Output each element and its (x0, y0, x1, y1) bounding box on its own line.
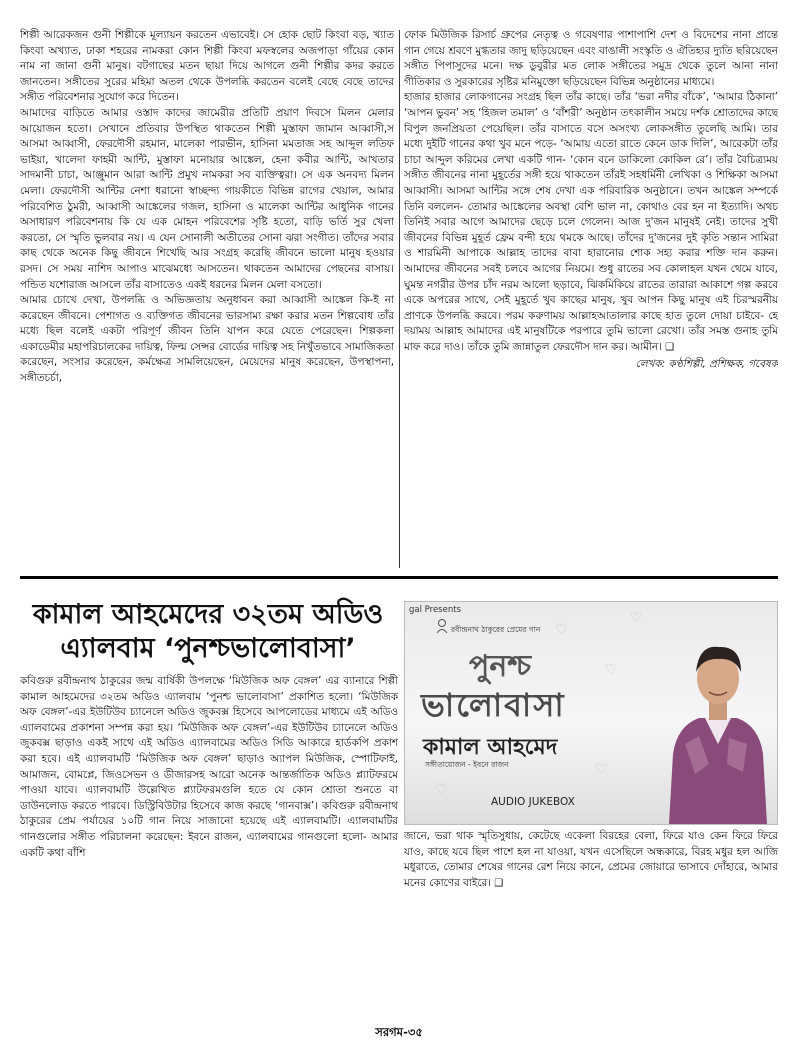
end-mark-icon: ❑ (494, 877, 504, 889)
headline-line-2: এ্যালবাম ‘পুনশ্চভালোবাসা’ (60, 633, 356, 664)
top-article-left-column (20, 28, 394, 558)
heart-icon: ♡ (435, 782, 448, 798)
heart-icon: ♡ (595, 762, 608, 778)
paragraph: আমার চোখে দেখা, উপলব্ধি ও অভিজ্ঞতায় অনুধাবন করা আব্বাসী আঙ্কেল কি-ই না করেছেন জীবনে। পেশাগত ও ব্যক্তিগত জীবনের ভারসাম্য রক্ষা করার মতন শিল্পবোধ তাঁর মধ্যে ছিল বলেই একটা পরিপূর্ণ জীবন তিনি যাপন করে যেতে পেরেছেন। শিল্পকলা একাডেমীর মহাপরিচালকের দায়িত্ব, ফিল্ম সেন্সর বোর্ডের দায়িত্ব সহ নিখুঁতভাবে সামাজিকতা করেছেন, সংসার করেছেন, কর্মক্ষেত্র সামলিয়েছেন, মেয়েদের মানুষ করেছেন, উপস্থাপনা, সঙ্গীতচর্চা, (20, 294, 394, 385)
paragraph-text: হাজার হাজার লোকগানের সংগ্রহ ছিল তাঁর কাছে। তাঁর ‘ভরা নদীর বাঁকে’, ‘আমার ঠিকানা’ ‘আপন ভুবন’ সহ ‘হিজল তমাল’ ও ‘বাঁশরী’ অনুষ্ঠান তৎকালীন সময়ে দর্শক শ্রোতাদের কাছে বিপুল জনপ্রিয়তা পেয়েছিল। তাঁর বাসাতে বসে অসংখ্য লোকসঙ্গীত তুলেছি আমি। তার মধ্যে দুইটি গানের কথা খুব মনে পড়ে- ‘আমায় এতো রাতে কেনে ডাক দিলি’, আরেকটা তাঁর চাচা আব্দুল করিমের লেখা একটি গান- ‘কোন বনে ডাকিলো কোকিল রে’। তাঁর বৈচিত্র্যময় সঙ্গীত জীবনের নানা মুহূর্তের সঙ্গী হয়ে থাকতেন তাঁরই সহধর্মিনী লেখিকা ও শিক্ষিকা আসমা আব্বাসী। আসমা আন্টির সঙ্গে শেষ দেখা এক পরিবারিক অনুষ্ঠানে। তখন আঙ্কেল সম্পর্কে তিনি বললেন- তোমার আঙ্কেলের অবস্থা বেশি ভাল না, কোথাও বের হন না ইত্যাদি। অথচ তিনিই সবার আগে আমাদের ছেড়ে চলে গেলেন। আজ দু'জন মানুষই নেই। তাদের সুখী জীবনের বিভিন্ন মুহূর্ত ফ্রেম বন্দী হয়ে থমকে আছে। তাঁদের দু'জনের দুই কৃতি সন্তান সামিরা ও শারমিনী আপাকে আল্লাহ তাদের বাবা হারানোর শোক সহ্য করার শক্তি দান করুন। আমাদের জীবনের সবই চলবে আগের নিয়মে। শুধু রাতের সব কোলাহল যখন থেমে যাবে, ঘুমন্ত নগরীর উপর চাঁদ নরম আলো ছড়াবে, ঝিকমিকিয়ে রাতের তারারা আকাশে গল্প করবে একে অপরের সাথে, সেই মুহূর্তে খুব কাছের মানুষ, খুব আপন কিছু মানুষ এই চিরস্মরনীয় প্রাণকে উপলব্ধি করবে। পরম করুণাময় আল্লাহআতালার কাছে হাত তুলে দোয়া চাইবে- হে দয়াময় আল্লাহ আমাদের এই মানুষটিকে পরপারে তুমি ভালো রেখো। তাঁর সমস্ত গুনাহ তুমি মাফ করে দাও। তাঁকে তুমি জান্নাতুল ফেরদৌস দান কর। আমীন। (404, 91, 778, 353)
column-divider (399, 30, 400, 568)
paragraph: আমাদের বাড়িতে আমার ওস্তাদ কাদের জামেরীর প্রতিটি প্রয়াণ দিবসে মিলন মেলার আয়োজন হতো। সেখানে প্রতিবার উপস্থিত থাকতেন শিল্পী মুস্তাফা জামান আব্বাসী,স আসমা আব্বাসী, ফেরদৌসী রহমান, মালেকা পারভীন, হাসিনা মমতাজ সহ আব্দুল লতিফ ভাইয়া, খালেদা ফাহমী আন্টি, মুস্তাফা মনোয়ার আঙ্কেল, হেনা কবীর আন্টি, আখতার সাদমানী চাচা, আঞ্জুমান আরা আন্টি প্রমুখ নামকরা সব ব্যক্তিত্বরা। সে এক অনবদ্য মিলন মেলা। ফেরদৌসী আন্টির নেশা ধরানো স্বাচ্ছন্দ্য গায়কীতে বিভিন্ন রাগের খেয়াল, আমার পরিবেশিত ঠুমরী, আব্বাসী আঙ্কেলের গজল, হাসিনা ও মালেকা আন্টির আধুনিক গানের অসাধারণ পরিবেশনায় কি যে এক মোহন পরিবেশের সৃষ্টি হতো, বাড়ি ভর্তি সুর খেলা করতো, সে স্মৃতি ভুলবার নয়। এ যেন সোনালী অতীতের সোনা ঝরা সংগীত। তাঁদের সবার কাছ থেকে অনেক কিছু জীবনে শিখেছি আর সংগ্রহ করেছি জীবনে ভালো মানুষ হওয়ার রসদ। সে সময় নাশিদ আপাও মাঝেমধ্যে আসতেন। থাকতেন আমাদের পেছনের বাসায়। পন্ডিত যশোরাজ আসলে তাঁর বাসাতেও একই ধরনের মিলন মেলা বসতো। (20, 106, 394, 291)
section-divider (20, 576, 778, 579)
heart-icon: ♡ (630, 610, 643, 626)
album-tagline: রবীন্দ্রনাথ ঠাকুরের প্রেমের গান (451, 625, 541, 634)
headline-line-1: কামাল আহমেদের ৩২তম অডিও (32, 599, 384, 630)
article-body (20, 674, 398, 1014)
album-cover-image (404, 601, 778, 825)
paragraph (404, 90, 778, 355)
continuation-text: জানে, ভরা থাক স্মৃতিসুধায়, কেটেছে একেলা বিরহের বেলা, ফিরে যাও কেন ফিরে ফিরে যাও, কাছে যবে ছিল পাশে হল না যাওয়া, যখন এসেছিলে অন্ধকারে, বিরহ মধুর হল আজি মধুরাতে, তোমার শেষের গানের রেশ নিয়ে কানে, প্রেমের জোয়ারে ভাসাবে দোঁহারে, আমার মনের কোণের বাইরে। (404, 830, 778, 889)
album-title-line-2: ভালোবাসা (421, 686, 566, 724)
album-title-line-1: পুনশ্চ (469, 649, 532, 684)
heart-icon: ♡ (605, 662, 618, 678)
album-jukebox-label: AUDIO JUKEBOX (491, 796, 575, 808)
portrait-sketch-icon (435, 618, 449, 634)
paragraph: শিল্পী আরেকজন গুনী শিল্পীকে মূল্যায়ন করতেন এভাবেই। সে হোক ছোট কিংবা বড়, খ্যাত কিংবা অখ্যাত, ঢাকা শহরের নামকরা কোন শিল্পী কিংবা মফস্বলের অজপাড়া গাঁয়ের কোন নাম না জানা গুনী মানুষ। বটগাছের মতন ছায়া দিয়ে আগলে গুনী শিল্পীর কদর করতে জানতেন। সঙ্গীতের সুরের মহিমা অতল থেকে উপলব্ধি করতেন বলেই বেছে বেছে তাদের সঙ্গীত পরিবেশনার সুযোগ করে দিতেন। (20, 29, 394, 104)
album-artist: কামাল আহমেদ (423, 735, 558, 760)
page-number: সরগম-৩৫ (375, 1025, 423, 1039)
singer-photo (659, 614, 777, 824)
article-continuation (404, 829, 778, 891)
article-headline (20, 598, 396, 666)
album-credit: সঙ্গীতায়োজন - ইবনে রাজন (425, 760, 509, 769)
author-line: লেখক: কণ্ঠশিল্পী, প্রশিক্ষক, গবেষক (635, 358, 778, 371)
paragraph (404, 829, 778, 891)
album-presents: gal Presents (409, 605, 461, 615)
paragraph: ফোক মিউজিক রিসার্চ গ্রুপের নেতৃত্ব ও গবেষণার পাশাপাশি দেশ ও বিদেশের নানা প্রান্তে গান গেয়ে শ্রবণে মুগ্ধতার জাদু ছড়িয়েছেন এবং বাঙালী সংস্কৃতি ও ঐতিহ্যর দ্যুতি ছরিয়েছেন সঙ্গীত পিপাসুদের মনে। দক্ষ ডুবুরীর মত লোক সঙ্গীতের সমুদ্র থেকে তুলে আনা নানা গীতিকার ও সুরকারের সৃষ্টির মনিমুক্তো ছড়িয়েছেন বিভিন্ন অনুষ্ঠানের মাধ্যমে। (404, 29, 778, 88)
top-article-right-column (404, 28, 778, 558)
end-mark-icon: ❑ (665, 341, 675, 353)
heart-icon: ♡ (555, 622, 568, 638)
article-body-text: কবিগুরু রবীন্দ্রনাথ ঠাকুরের জন্ম বার্ষিকী উপলক্ষে ‘মিউজিক অফ বেঙ্গল’ এর ব্যানারে শিল্পী কামাল আহমেদের ৩২তম অডিও এ্যালবাম ‘পুনশ্চ ভালোবাসা’ প্রকাশিত হলো। ‘মিউজিক অফ বেঙ্গল’-এর ইউটিউব চ্যানেলে অডিও জুকবক্স হিসেবে আপলোডের মাধ্যমে এই অডিও এ্যালবামের প্রকাশনা সম্পন্ন করা হয়। ‘মিউজিক অফ বেঙ্গল’-এর ইউটিউব চ্যানেলে অডিও জুকবক্স ছাড়াও একই সাথে এই অডিও এ্যালবামের অডিও সিডি আকারে হার্ডকপি প্রকাশ করা হবে। এই এ্যালবামটি ‘মিউজিক অফ বেঙ্গল’ ছাড়াও অ্যাপল মিউজিক, স্পোটিফাই, আমাজন, বোমপ্লে, জিওসেভন ও ডীজারসহ আরো অনেক আন্তর্জাতিক অডিও প্ল্যাটফরমে পাওয়া যাবে। এ্যালবামটি উল্লেখিত প্ল্যাটফরমগুলি হতে যে কোন শ্রোতা শুনতে বা ডাউনলোড করতে পারবে। ডিস্ট্রিবিউটার হিসেবে কাজ করছে ‘গানবাক্স’। কবিগুরু রবীন্দ্রনাথ ঠাকুরের প্রেম পর্যায়ের ১০টি গান নিয়ে সাজানো হয়েছে এই এ্যালবামটি। এ্যালবামটির গানগুলোর সঙ্গীত পরিচালনা করেছেন: ইবনে রাজন, এ্যালবামের গানগুলো হলো- আমার একটি কথা বাঁশি (20, 675, 398, 859)
